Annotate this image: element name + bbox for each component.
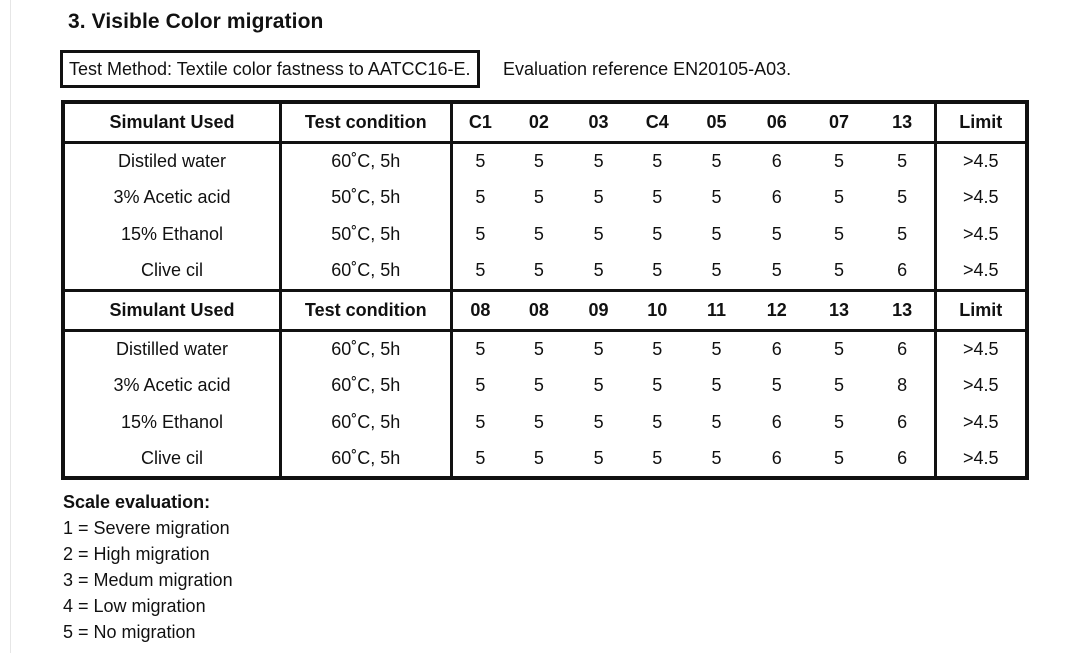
column-header: Test condition (281, 102, 452, 142)
rating-cell: 5 (711, 375, 722, 395)
rating-cell: 5 (533, 150, 544, 171)
column-header: 03 (569, 102, 627, 142)
scale-item: 1 = Severe migration (63, 518, 230, 538)
simulant-cell: 15% Ethanol (63, 404, 281, 441)
rating-cell: 5 (533, 448, 544, 468)
condition-cell: 60˚C, 5h (281, 253, 452, 290)
rating-cell: 5 (652, 375, 663, 395)
limit-cell: >4.5 (935, 367, 1027, 404)
limit-cell: >4.5 (935, 142, 1027, 179)
scale-evaluation (63, 489, 233, 645)
rating-cell: 6 (897, 260, 908, 281)
limit-cell: >4.5 (935, 216, 1027, 253)
limit-cell: >4.5 (935, 441, 1027, 478)
rating-cell: 5 (771, 224, 782, 244)
migration-results-table (61, 100, 1029, 480)
rating-cell: 5 (593, 375, 604, 395)
rating-cell: 5 (834, 187, 845, 207)
column-header: 11 (687, 290, 746, 330)
column-header: 13 (807, 290, 870, 330)
rating-cell: 5 (593, 187, 604, 207)
table-row (63, 367, 1027, 404)
rating-cell: 5 (475, 187, 486, 207)
rating-cell: 5 (652, 412, 663, 432)
rating-cell: 5 (475, 260, 486, 281)
rating-cell: 5 (593, 150, 604, 171)
rating-cell: 5 (834, 412, 845, 432)
simulant-cell: Clive cil (63, 441, 281, 478)
column-header: 08 (508, 290, 569, 330)
column-header: Simulant Used (63, 102, 281, 142)
page-left-rule (10, 0, 11, 653)
table-row (63, 441, 1027, 478)
test-method-box (60, 50, 480, 88)
rating-cell: 5 (897, 150, 908, 171)
rating-cell: 5 (771, 260, 782, 281)
condition-cell: 60˚C, 5h (281, 441, 452, 478)
rating-cell: 5 (475, 150, 486, 171)
rating-cell: 6 (897, 448, 908, 468)
rating-cell: 5 (533, 338, 544, 359)
rating-cell: 5 (711, 338, 722, 359)
condition-cell: 60˚C, 5h (281, 404, 452, 441)
rating-cell: 8 (897, 375, 908, 395)
scale-item: 4 = Low migration (63, 596, 206, 616)
scale-title: Scale evaluation: (63, 492, 211, 512)
rating-cell: 5 (475, 375, 486, 395)
simulant-cell: Distiled water (63, 142, 281, 179)
simulant-cell: 15% Ethanol (63, 216, 281, 253)
scale-item: 5 = No migration (63, 622, 196, 642)
rating-cell: 5 (533, 412, 544, 432)
rating-cell: 5 (475, 338, 486, 359)
rating-cell: 5 (475, 224, 486, 244)
limit-cell: >4.5 (935, 253, 1027, 290)
simulant-cell: 3% Acetic acid (63, 367, 281, 404)
column-header: 07 (807, 102, 870, 142)
column-header: 13 (871, 102, 935, 142)
condition-cell: 50˚C, 5h (281, 179, 452, 216)
column-header: Limit (935, 102, 1027, 142)
rating-cell: 5 (897, 187, 908, 207)
condition-cell: 60˚C, 5h (281, 142, 452, 179)
table-row (63, 142, 1027, 179)
table-header-row (63, 290, 1027, 330)
table-header-row (63, 102, 1027, 142)
rating-cell: 5 (897, 224, 908, 244)
limit-cell: >4.5 (935, 404, 1027, 441)
rating-cell: 5 (834, 150, 845, 171)
rating-cell: 5 (593, 224, 604, 244)
column-header: Limit (935, 290, 1027, 330)
column-header: 10 (628, 290, 687, 330)
rating-cell: 5 (533, 375, 544, 395)
column-header: Simulant Used (63, 290, 281, 330)
rating-cell: 5 (711, 260, 722, 281)
simulant-cell: Distilled water (63, 330, 281, 367)
rating-cell: 5 (652, 224, 663, 244)
rating-cell: 5 (834, 448, 845, 468)
column-header: C1 (451, 102, 508, 142)
column-header: 08 (451, 290, 508, 330)
rating-cell: 5 (593, 412, 604, 432)
test-method-text: Test Method: Textile color fastness to AATCC16-E. (69, 58, 471, 79)
rating-cell: 5 (652, 260, 663, 281)
rating-cell: 5 (834, 338, 845, 359)
section-title: 3. Visible Color migration (68, 10, 324, 33)
column-header: 12 (746, 290, 807, 330)
rating-cell: 5 (711, 412, 722, 432)
column-header: 06 (746, 102, 807, 142)
limit-cell: >4.5 (935, 330, 1027, 367)
column-header: C4 (628, 102, 687, 142)
rating-cell: 5 (593, 338, 604, 359)
rating-cell: 5 (771, 375, 782, 395)
rating-cell: 5 (475, 412, 486, 432)
rating-cell: 5 (652, 150, 663, 171)
table-row (63, 404, 1027, 441)
rating-cell: 6 (897, 412, 908, 432)
column-header: Test condition (281, 290, 452, 330)
rating-cell: 5 (652, 338, 663, 359)
table-row (63, 253, 1027, 290)
column-header: 02 (508, 102, 569, 142)
rating-cell: 5 (652, 448, 663, 468)
rating-cell: 6 (771, 150, 782, 171)
condition-cell: 50˚C, 5h (281, 216, 452, 253)
rating-cell: 6 (771, 448, 782, 468)
rating-cell: 6 (771, 338, 782, 359)
rating-cell: 5 (711, 224, 722, 244)
column-header: 09 (569, 290, 627, 330)
rating-cell: 6 (897, 338, 908, 359)
rating-cell: 6 (771, 412, 782, 432)
rating-cell: 5 (834, 224, 845, 244)
evaluation-reference: Evaluation reference EN20105-A03. (503, 59, 792, 79)
rating-cell: 5 (834, 260, 845, 281)
scale-item: 3 = Medum migration (63, 570, 233, 590)
column-header: 05 (687, 102, 746, 142)
rating-cell: 5 (475, 448, 486, 468)
column-header: 13 (871, 290, 935, 330)
table-row (63, 216, 1027, 253)
rating-cell: 5 (834, 375, 845, 395)
rating-cell: 5 (593, 260, 604, 281)
condition-cell: 60˚C, 5h (281, 330, 452, 367)
rating-cell: 5 (652, 187, 663, 207)
simulant-cell: 3% Acetic acid (63, 179, 281, 216)
rating-cell: 5 (533, 187, 544, 207)
table-row (63, 330, 1027, 367)
rating-cell: 5 (533, 224, 544, 244)
limit-cell: >4.5 (935, 179, 1027, 216)
simulant-cell: Clive cil (63, 253, 281, 290)
table-row (63, 179, 1027, 216)
scale-item: 2 = High migration (63, 544, 210, 564)
rating-cell: 5 (711, 187, 722, 207)
condition-cell: 60˚C, 5h (281, 367, 452, 404)
rating-cell: 5 (711, 150, 722, 171)
rating-cell: 6 (771, 187, 782, 207)
rating-cell: 5 (593, 448, 604, 468)
rating-cell: 5 (711, 448, 722, 468)
rating-cell: 5 (533, 260, 544, 281)
